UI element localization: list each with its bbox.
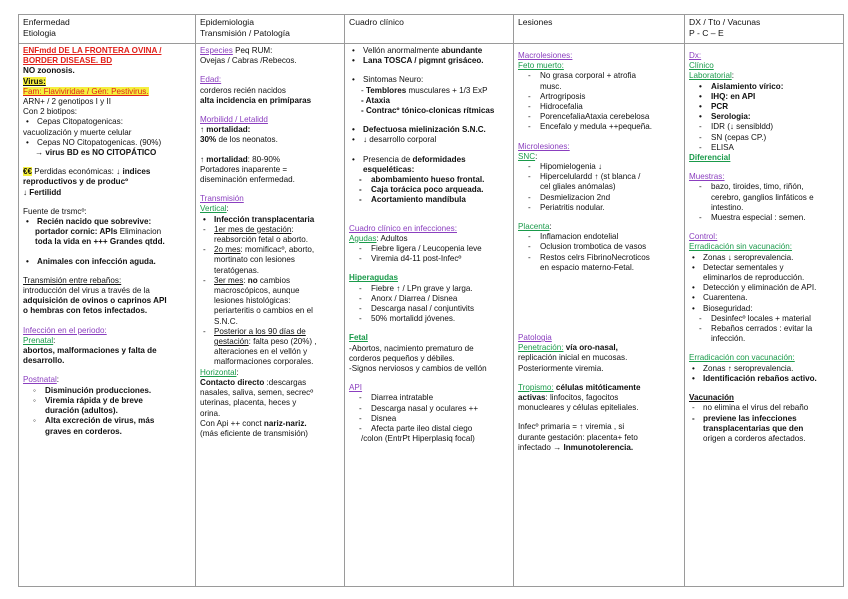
list-item: - Periatritis nodular. [528, 202, 605, 212]
list-item: - Hidrocefalia [528, 102, 583, 112]
macrolesions-heading: Macrolesiones: [518, 51, 573, 60]
eradication-without-vaccine-heading: Erradicación sin vacunación: [689, 242, 793, 252]
text-line: Infecº primaria = ↑ viremia , si [518, 422, 625, 432]
list-item: - abombamiento hueso frontal. [359, 175, 485, 185]
cell-lesiones [514, 44, 685, 587]
text-line: alta incidencia en primíparas [200, 95, 312, 105]
list-item: - Oclusion trombotica de vasos [528, 242, 647, 252]
header-line: DX / Tto / Vacunas [689, 17, 761, 27]
list-item: - Diarrea intratable [359, 393, 434, 403]
tropism-line: Tropismo: células mitóticamente [518, 382, 641, 392]
text-line: ↑ mortalidad: 80-90% [200, 154, 281, 164]
header-line: Enfermedad [23, 17, 70, 27]
text-line: durante gestación: placenta+ feto [518, 432, 638, 442]
text-line: - Temblores musculares + 1/3 ExP [361, 85, 488, 95]
prenatal-heading: Prenatal: [23, 335, 56, 345]
penetration-line: Penetración: vía oro-nasal, [518, 343, 618, 353]
cell-etiologia [19, 44, 196, 587]
list-item: - no elimina el virus del rebaño [692, 403, 809, 413]
morbidity-heading: Morbilidd / Letalidd [200, 115, 268, 125]
dead-fetus-heading: Feto muerto: [518, 61, 564, 71]
text-line: monucleares y células epiteliales. [518, 403, 639, 413]
list-item: - Encefalo y medula ++pequeña. [528, 122, 653, 132]
header-col-cuadro-clinico [345, 15, 514, 44]
text-line: Con Api ++ conct nariz-nariz. [200, 418, 307, 428]
list-item: ◦ Alta excreción de virus, más graves en corderos. [33, 416, 155, 436]
list-item: - 2o mes: momificacº, aborto, mortinato con lesiones teratógenas. [203, 245, 315, 275]
list-item: • Defectuosa mielinización S.N.C. [352, 125, 486, 135]
list-item: • Recién nacido que sobrevive: [26, 217, 152, 227]
list-item: - Anorx / Diarrea / Disnea [359, 293, 458, 303]
text-line: introducción del virus a través de la [23, 286, 150, 296]
control-heading: Control: [689, 232, 718, 242]
list-item: - Afecta parte ileo distal ciego [359, 424, 473, 434]
list-item: - Rebaños cerrados : evitar la infección. [699, 324, 813, 344]
header-row [19, 15, 844, 44]
list-item: • Aislamiento vírico: [699, 81, 784, 91]
list-item: - ELISA [699, 142, 734, 152]
list-item: - Muestra especial : semen. [699, 213, 806, 223]
list-item-cont: toda la vida en +++ Grandes qtdd. [35, 237, 165, 247]
text-line: corderos recién nacidos [200, 85, 286, 95]
text-line: - Ataxia [361, 95, 390, 105]
microlesions-heading: Microlesiones: [518, 141, 570, 151]
list-item: - Desinfecº locales + material [699, 313, 811, 323]
horizontal-heading: Horizontal: [200, 367, 239, 377]
list-item: - Descarga nasal y oculares ++ [359, 403, 479, 413]
infection-period-heading: Infección en el periodo: [23, 325, 107, 335]
text-line: adquisición de ovinos o caprinos API [23, 296, 167, 306]
fertility-note: ↓ Fertilidd [23, 187, 62, 197]
differential-heading: Diferencial [689, 153, 731, 163]
list-item: - 50% mortalidd jóvenes. [359, 314, 456, 324]
list-item: - Caja torácica poco arqueada. [359, 185, 484, 195]
cell-cuadro-clinico [345, 44, 514, 587]
header-line: Cuadro clínico [349, 17, 404, 27]
text-line: uterinas, placenta, heces y [200, 398, 297, 408]
list-item: • Identificación rebaños activo. [692, 373, 817, 383]
text-line: Ovejas / Cabras /Rebecos. [200, 56, 297, 66]
list-item: - No grasa corporal + atrofia musc. [528, 71, 637, 91]
list-item: - Acortamiento mandíbula [359, 195, 466, 205]
list-item: - Restos celrs FibrinoNecroticos en espacio materno-Fetal. [528, 252, 650, 272]
text-line: - Contracº tónico-clonicas rítmicas [361, 106, 495, 116]
list-item: - Fiebre ligera / Leucopenia leve [359, 244, 482, 254]
disease-title: ENFmdd DE LA FRONTERA OVINA / BORDER DISEASE. BD [23, 46, 162, 66]
api-heading: API [349, 383, 363, 393]
list-item: - Viremia d4-11 post-Infecº [359, 254, 462, 264]
list-item: • Bioseguridad: [692, 303, 753, 313]
list-item: - Posterior a los 90 días de gestación: falta peso (20%) , alteraciones en el vellón y malformaciones corporales. [203, 326, 317, 367]
hyperacute-heading: Hiperagudas [349, 273, 399, 283]
text-line: orina. [200, 408, 221, 418]
header-line: Etiologia [23, 28, 56, 38]
text-line: nasales, saliva, semen, secrecº [200, 388, 314, 398]
list-item: - Inflamacion endotelial [528, 232, 619, 242]
genome-note: ARN+ / 2 genotipos I y II [23, 97, 111, 107]
text-line: ↑ mortalidad: [200, 125, 251, 135]
list-item: - SN (cepas CP.) [699, 132, 767, 142]
text-line: corderos pequeños y débiles. [349, 353, 455, 363]
text-line: Portadores inaparente = [200, 164, 288, 174]
pathology-heading: Patologia [518, 333, 552, 343]
laboratory-heading: Laboratorial: [689, 71, 734, 81]
list-item: - Hipercelulardd ↑ (st blanca / cel gliales anómalas) [528, 172, 641, 192]
list-item: • Zonas ↓ seroprevalencia. [692, 252, 794, 262]
list-item: - IDR (↓ sensibldd) [699, 122, 774, 132]
text-line: Contacto directo :descargas [200, 377, 307, 387]
list-item: • Lana TOSCA / pigmnt grisáceo. [352, 56, 484, 66]
cell-dx [685, 44, 844, 587]
list-item-cont: → virus BD es NO CITOPÁTICO [35, 148, 157, 158]
list-item: - PorencefaliaAtaxia cerebelosa [528, 112, 650, 122]
list-item: - Hipomielogenia ↓ [528, 162, 603, 172]
vaccination-heading: Vacunación [689, 393, 734, 403]
list-item: • Detección y eliminación de API. [692, 283, 817, 293]
header-line: Epidemiologia [200, 17, 254, 27]
virus-heading: Virus: [23, 76, 46, 86]
list-item: - previene las infecciones transplacentarias que den origen a corderos afectados. [692, 413, 806, 443]
list-item: • IHQ: en API [699, 91, 756, 101]
list-item: - 1er mes de gestación: reabsorción fetal o aborto. [203, 224, 309, 245]
transmission-heading: Transmisión [200, 194, 244, 204]
list-item: ◦ Disminución producciones. [33, 385, 152, 395]
placenta-heading: Placenta: [518, 222, 552, 232]
header-col-lesiones [514, 15, 685, 44]
text-line: (más eficiente de transmisión) [200, 428, 308, 438]
list-item-cont: vacuolización y muerte celular [23, 127, 132, 137]
economic-losses: €€ Perdidas económicas: ↓ indices [23, 167, 151, 177]
content-row [19, 44, 844, 587]
zoonosis-note: NO zoonosis. [23, 66, 75, 76]
list-item: • Infección transplacentaria [203, 214, 315, 224]
source-heading: Fuente de trsmcº: [23, 206, 87, 216]
list-item: - bazo, tiroides, timo, riñón, cerebro, ganglios linfáticos e intestino. [699, 182, 814, 212]
list-item: - Fiebre ↑ / LPn grave y larga. [359, 283, 473, 293]
snc-heading: SNC: [518, 151, 538, 161]
list-item: • ↓ desarrollo corporal [352, 135, 437, 145]
clinical-heading: Clínico [689, 61, 714, 71]
list-item: - Descarga nasal / conjuntivits [359, 304, 475, 314]
virus-family: Fam: Flaviviridae / Gén: Pestivirus. [23, 86, 149, 96]
header-line: Transmisión / Patología [200, 28, 290, 38]
header-col-dx [685, 15, 844, 44]
economic-losses-cont: reproductivos y de producº [23, 177, 129, 187]
list-item: • Detectar sementales y eliminarlos de reproducción. [692, 262, 805, 283]
list-item: • Animales con infección aguda. [26, 256, 156, 266]
list-item: - Desmielizacion 2nd [528, 192, 611, 202]
list-item: - Disnea [359, 413, 397, 423]
header-line: P - C – E [689, 28, 724, 38]
list-item: ◦ Viremia rápida y de breve duración (adultos). [33, 395, 143, 416]
eradication-with-vaccine-heading: Erradicación con vacunación: [689, 353, 795, 363]
header-col-etiologia [19, 15, 196, 44]
list-item: • Presencia de deformidades esqueléticas: [352, 154, 466, 174]
acute-heading: Agudas: Adultos [349, 233, 408, 243]
samples-heading: Muestras: [689, 172, 725, 182]
text-line: abortos, malformaciones y falta de [23, 346, 157, 356]
list-item: • Cuarentena. [692, 293, 748, 303]
text-line: -Abortos, nacimiento prematuro de [349, 343, 474, 353]
biotypes-note: Con 2 biotipos: [23, 107, 77, 117]
age-heading: Edad: [200, 75, 222, 85]
fetal-heading: Fetal [349, 333, 368, 343]
cell-epidemiologia [196, 44, 345, 587]
species-line: Especies Peq RUM: [200, 46, 273, 55]
text-line: infectado → Inmunotolerencia. [518, 442, 634, 452]
list-item-cont: /colon (EntrPt Hiperplasiq focal) [361, 434, 475, 444]
list-item: • Sintomas Neuro: [352, 75, 424, 85]
list-item: • Vellón anormalmente abundante [352, 46, 483, 55]
list-item: - Artrogriposis [528, 91, 586, 101]
list-item: - 3er mes: no cambios macroscópicos, aunque lesiones histológicas: periarteritis o cambios en el S.N.C. [203, 275, 313, 326]
text-line: o hembras con fetos infectados. [23, 306, 148, 316]
dx-heading: Dx: [689, 51, 702, 60]
text-line: 30% de los neonatos. [200, 135, 278, 145]
header-col-epidemiologia [196, 15, 345, 44]
list-item: • PCR [699, 102, 729, 112]
transmission-herds-heading: Transmisión entre rebaños: [23, 275, 122, 285]
list-item: • Serologia: [699, 112, 751, 122]
list-item: • Zonas ↑ seroprevalencia. [692, 363, 794, 373]
clinical-infections-heading: Cuadro clínico en infecciones: [349, 223, 457, 233]
text-line: diseminación enfermedad. [200, 175, 295, 185]
list-item: • Cepas NO Citopatogenicas. (90%) [26, 137, 162, 147]
list-item: • Cepas Citopatogenicas: [26, 117, 123, 127]
text-line: desarrollo. [23, 356, 65, 366]
text-line: Posteriormente viremia. [518, 363, 604, 373]
list-item-cont: portador cornic: APIs Eliminacion [35, 227, 162, 237]
header-line: Lesiones [518, 17, 553, 27]
text-line: activas: linfocitos, fagocitos [518, 393, 619, 403]
summary-sheet [18, 14, 830, 584]
text-line: -Signos nerviosos y cambios de vellón [349, 364, 487, 374]
summary-table [18, 14, 844, 587]
vertical-heading: Vertical: [200, 204, 229, 214]
postnatal-heading: Postnatal: [23, 375, 59, 385]
text-line: replicación inicial en mucosas. [518, 353, 628, 363]
